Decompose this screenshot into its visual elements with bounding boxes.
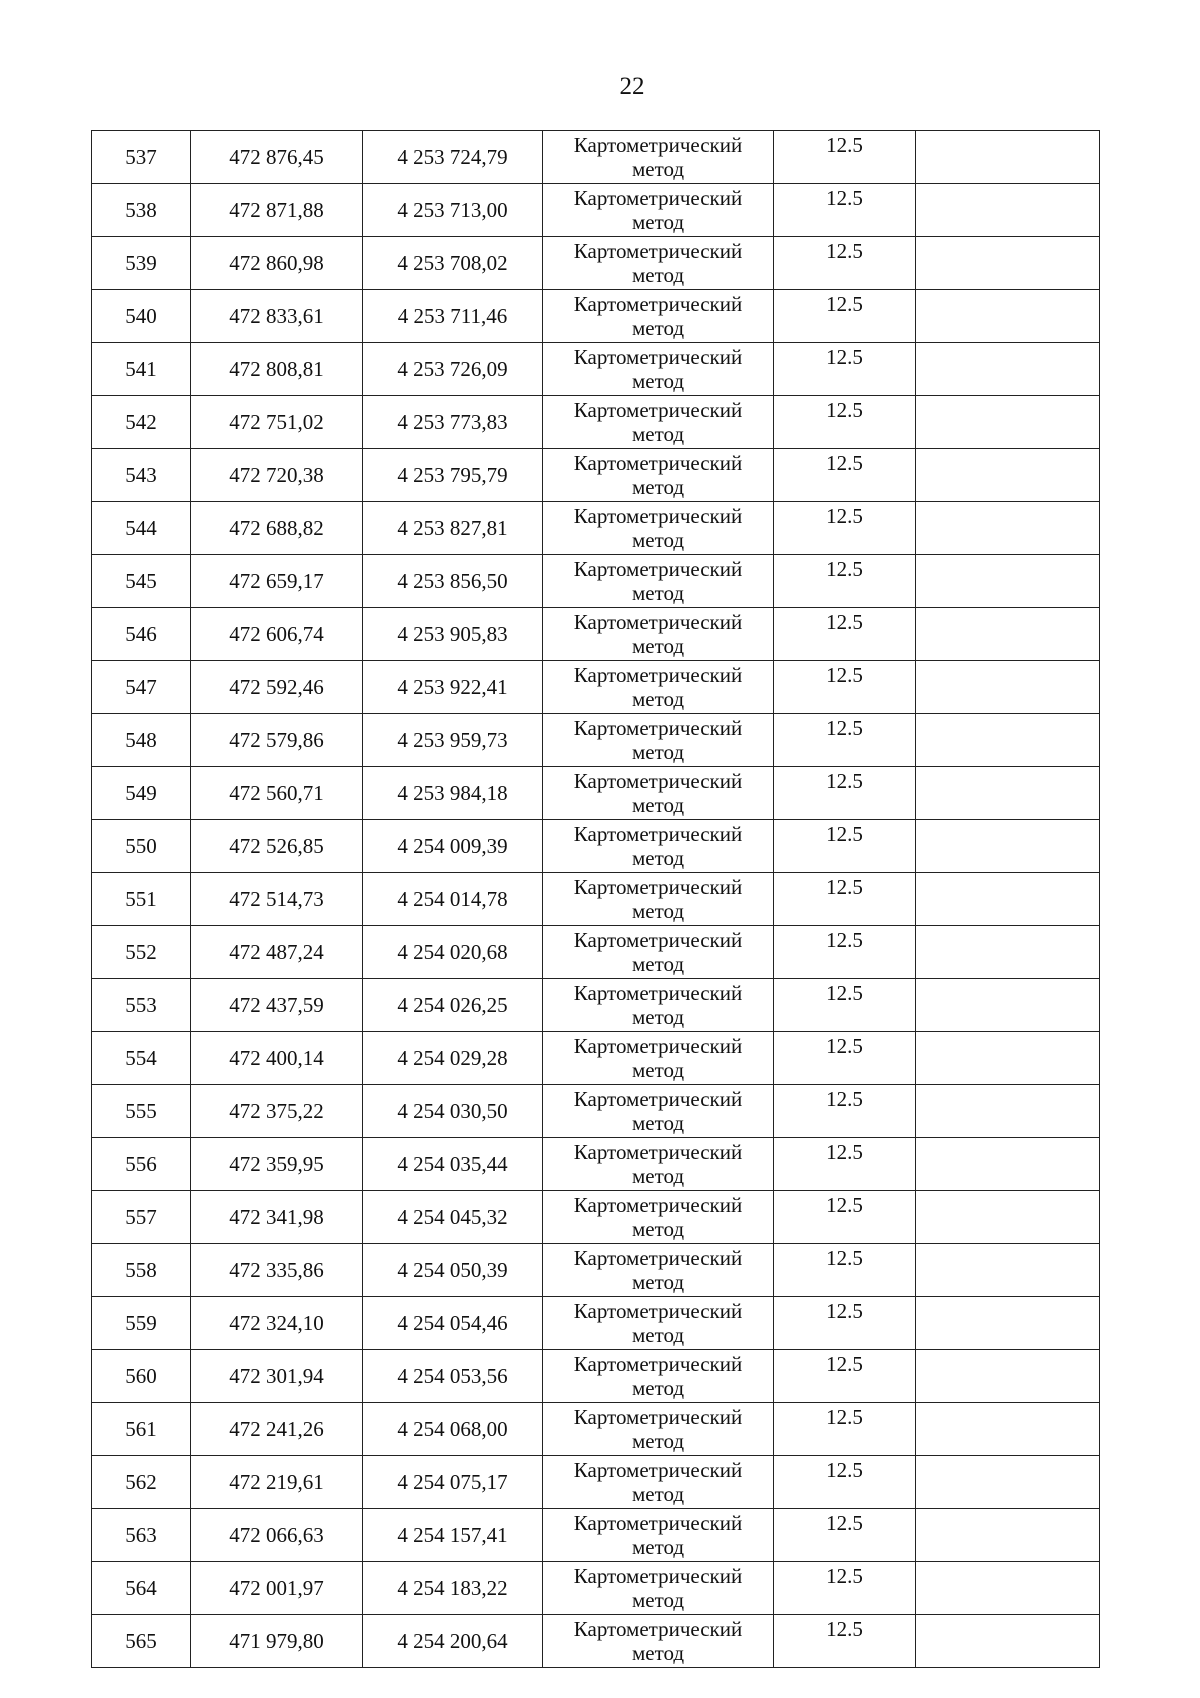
y-coordinate-cell: 4 253 713,00 (363, 184, 543, 237)
method-line-1: Картометрический (573, 292, 743, 316)
y-coordinate-cell: 4 253 773,83 (363, 396, 543, 449)
extra-cell (916, 290, 1100, 343)
method-line-1: Картометрический (573, 875, 743, 899)
extra-cell (916, 1138, 1100, 1191)
point-number-cell: 559 (92, 1297, 191, 1350)
y-coordinate-cell: 4 253 856,50 (363, 555, 543, 608)
method-cell (543, 237, 774, 290)
method-line-2: метод (631, 528, 685, 552)
table-row (92, 661, 1100, 714)
table-row (92, 1244, 1100, 1297)
table-row (92, 714, 1100, 767)
table-row (92, 237, 1100, 290)
x-coordinate-cell: 472 808,81 (191, 343, 363, 396)
extra-cell (916, 714, 1100, 767)
method-line-2: метод (631, 1058, 685, 1082)
accuracy-cell: 12.5 (774, 1350, 916, 1403)
accuracy-cell: 12.5 (774, 767, 916, 820)
method-line-1: Картометрический (573, 239, 743, 263)
point-number-cell: 563 (92, 1509, 191, 1562)
method-line-1: Картометрический (573, 133, 743, 157)
method-cell (543, 767, 774, 820)
y-coordinate-cell: 4 253 959,73 (363, 714, 543, 767)
point-number-cell: 562 (92, 1456, 191, 1509)
method-line-2: метод (631, 210, 685, 234)
extra-cell (916, 1244, 1100, 1297)
method-line-1: Картометрический (573, 1034, 743, 1058)
method-line-1: Картометрический (573, 398, 743, 422)
point-number-cell: 561 (92, 1403, 191, 1456)
accuracy-cell: 12.5 (774, 555, 916, 608)
method-line-1: Картометрический (573, 663, 743, 687)
method-line-1: Картометрический (573, 557, 743, 581)
y-coordinate-cell: 4 253 708,02 (363, 237, 543, 290)
method-line-2: метод (631, 740, 685, 764)
x-coordinate-cell: 472 860,98 (191, 237, 363, 290)
point-number-cell: 544 (92, 502, 191, 555)
accuracy-cell: 12.5 (774, 873, 916, 926)
page-number: 22 (619, 73, 645, 100)
accuracy-cell: 12.5 (774, 979, 916, 1032)
method-line-2: метод (631, 1005, 685, 1029)
x-coordinate-cell: 472 606,74 (191, 608, 363, 661)
table-row (92, 1509, 1100, 1562)
method-line-2: метод (631, 581, 685, 605)
y-coordinate-cell: 4 254 183,22 (363, 1562, 543, 1615)
accuracy-cell: 12.5 (774, 1191, 916, 1244)
accuracy-cell: 12.5 (774, 237, 916, 290)
accuracy-cell: 12.5 (774, 502, 916, 555)
accuracy-cell: 12.5 (774, 1244, 916, 1297)
method-line-1: Картометрический (573, 1299, 743, 1323)
table-row (92, 1138, 1100, 1191)
accuracy-cell: 12.5 (774, 131, 916, 184)
y-coordinate-cell: 4 254 050,39 (363, 1244, 543, 1297)
x-coordinate-cell: 472 833,61 (191, 290, 363, 343)
method-line-1: Картометрический (573, 769, 743, 793)
x-coordinate-cell: 472 526,85 (191, 820, 363, 873)
extra-cell (916, 502, 1100, 555)
y-coordinate-cell: 4 253 726,09 (363, 343, 543, 396)
coordinates-table-body (92, 131, 1100, 1668)
extra-cell (916, 449, 1100, 502)
accuracy-cell: 12.5 (774, 1509, 916, 1562)
method-line-1: Картометрический (573, 1617, 743, 1641)
extra-cell (916, 979, 1100, 1032)
method-line-2: метод (631, 1111, 685, 1135)
y-coordinate-cell: 4 253 922,41 (363, 661, 543, 714)
y-coordinate-cell: 4 253 827,81 (363, 502, 543, 555)
method-cell (543, 555, 774, 608)
table-row (92, 1403, 1100, 1456)
method-line-1: Картометрический (573, 1458, 743, 1482)
method-cell (543, 608, 774, 661)
extra-cell (916, 131, 1100, 184)
method-line-2: метод (631, 1164, 685, 1188)
accuracy-cell: 12.5 (774, 1615, 916, 1668)
extra-cell (916, 661, 1100, 714)
accuracy-cell: 12.5 (774, 661, 916, 714)
point-number-cell: 540 (92, 290, 191, 343)
y-coordinate-cell: 4 254 068,00 (363, 1403, 543, 1456)
y-coordinate-cell: 4 253 711,46 (363, 290, 543, 343)
extra-cell (916, 1456, 1100, 1509)
method-line-2: метод (631, 316, 685, 340)
method-line-2: метод (631, 422, 685, 446)
method-cell (543, 1350, 774, 1403)
x-coordinate-cell: 472 720,38 (191, 449, 363, 502)
point-number-cell: 548 (92, 714, 191, 767)
extra-cell (916, 184, 1100, 237)
table-row (92, 1191, 1100, 1244)
method-cell (543, 1138, 774, 1191)
table-row (92, 1456, 1100, 1509)
table-row (92, 767, 1100, 820)
method-cell (543, 1244, 774, 1297)
accuracy-cell: 12.5 (774, 1138, 916, 1191)
x-coordinate-cell: 471 979,80 (191, 1615, 363, 1668)
table-row (92, 1350, 1100, 1403)
x-coordinate-cell: 472 688,82 (191, 502, 363, 555)
extra-cell (916, 1085, 1100, 1138)
x-coordinate-cell: 472 066,63 (191, 1509, 363, 1562)
method-cell (543, 343, 774, 396)
table-row (92, 873, 1100, 926)
y-coordinate-cell: 4 254 035,44 (363, 1138, 543, 1191)
method-line-1: Картометрический (573, 716, 743, 740)
method-line-1: Картометрический (573, 451, 743, 475)
x-coordinate-cell: 472 871,88 (191, 184, 363, 237)
point-number-cell: 557 (92, 1191, 191, 1244)
extra-cell (916, 1509, 1100, 1562)
method-cell (543, 1456, 774, 1509)
method-cell (543, 1191, 774, 1244)
extra-cell (916, 1562, 1100, 1615)
extra-cell (916, 1403, 1100, 1456)
y-coordinate-cell: 4 254 075,17 (363, 1456, 543, 1509)
method-line-1: Картометрический (573, 822, 743, 846)
method-line-2: метод (631, 263, 685, 287)
method-line-2: метод (631, 1429, 685, 1453)
table-row (92, 926, 1100, 979)
y-coordinate-cell: 4 254 157,41 (363, 1509, 543, 1562)
y-coordinate-cell: 4 254 029,28 (363, 1032, 543, 1085)
y-coordinate-cell: 4 253 905,83 (363, 608, 543, 661)
method-line-2: метод (631, 1376, 685, 1400)
method-cell (543, 131, 774, 184)
table-row (92, 1615, 1100, 1668)
x-coordinate-cell: 472 400,14 (191, 1032, 363, 1085)
method-line-1: Картометрический (573, 1352, 743, 1376)
accuracy-cell: 12.5 (774, 343, 916, 396)
x-coordinate-cell: 472 560,71 (191, 767, 363, 820)
coordinates-table (91, 130, 1100, 1668)
method-cell (543, 1403, 774, 1456)
x-coordinate-cell: 472 219,61 (191, 1456, 363, 1509)
method-line-1: Картометрический (573, 1193, 743, 1217)
accuracy-cell: 12.5 (774, 820, 916, 873)
method-cell (543, 1085, 774, 1138)
extra-cell (916, 1615, 1100, 1668)
point-number-cell: 550 (92, 820, 191, 873)
table-row (92, 502, 1100, 555)
x-coordinate-cell: 472 001,97 (191, 1562, 363, 1615)
method-line-2: метод (631, 634, 685, 658)
point-number-cell: 541 (92, 343, 191, 396)
table-row (92, 608, 1100, 661)
method-line-1: Картометрический (573, 504, 743, 528)
point-number-cell: 546 (92, 608, 191, 661)
method-cell (543, 449, 774, 502)
method-line-1: Картометрический (573, 345, 743, 369)
table-row (92, 131, 1100, 184)
method-line-1: Картометрический (573, 1087, 743, 1111)
method-line-1: Картометрический (573, 1564, 743, 1588)
method-cell (543, 1297, 774, 1350)
point-number-cell: 554 (92, 1032, 191, 1085)
table-row (92, 343, 1100, 396)
point-number-cell: 552 (92, 926, 191, 979)
accuracy-cell: 12.5 (774, 1562, 916, 1615)
method-cell (543, 873, 774, 926)
point-number-cell: 538 (92, 184, 191, 237)
point-number-cell: 560 (92, 1350, 191, 1403)
x-coordinate-cell: 472 592,46 (191, 661, 363, 714)
table-row (92, 1297, 1100, 1350)
method-line-2: метод (631, 1323, 685, 1347)
y-coordinate-cell: 4 254 053,56 (363, 1350, 543, 1403)
method-cell (543, 661, 774, 714)
accuracy-cell: 12.5 (774, 396, 916, 449)
point-number-cell: 549 (92, 767, 191, 820)
method-cell (543, 290, 774, 343)
y-coordinate-cell: 4 253 724,79 (363, 131, 543, 184)
x-coordinate-cell: 472 514,73 (191, 873, 363, 926)
method-line-2: метод (631, 899, 685, 923)
method-cell (543, 820, 774, 873)
extra-cell (916, 1297, 1100, 1350)
method-cell (543, 502, 774, 555)
method-line-2: метод (631, 687, 685, 711)
x-coordinate-cell: 472 579,86 (191, 714, 363, 767)
accuracy-cell: 12.5 (774, 290, 916, 343)
extra-cell (916, 555, 1100, 608)
method-cell (543, 1562, 774, 1615)
y-coordinate-cell: 4 253 795,79 (363, 449, 543, 502)
accuracy-cell: 12.5 (774, 1297, 916, 1350)
extra-cell (916, 237, 1100, 290)
accuracy-cell: 12.5 (774, 714, 916, 767)
method-line-1: Картометрический (573, 1405, 743, 1429)
method-cell (543, 396, 774, 449)
x-coordinate-cell: 472 876,45 (191, 131, 363, 184)
extra-cell (916, 873, 1100, 926)
table-row (92, 1085, 1100, 1138)
method-line-2: метод (631, 1641, 685, 1665)
point-number-cell: 553 (92, 979, 191, 1032)
accuracy-cell: 12.5 (774, 184, 916, 237)
accuracy-cell: 12.5 (774, 449, 916, 502)
method-line-1: Картометрический (573, 1511, 743, 1535)
x-coordinate-cell: 472 487,24 (191, 926, 363, 979)
method-cell (543, 714, 774, 767)
x-coordinate-cell: 472 335,86 (191, 1244, 363, 1297)
method-line-2: метод (631, 952, 685, 976)
y-coordinate-cell: 4 254 014,78 (363, 873, 543, 926)
y-coordinate-cell: 4 254 054,46 (363, 1297, 543, 1350)
extra-cell (916, 767, 1100, 820)
method-line-2: метод (631, 1217, 685, 1241)
y-coordinate-cell: 4 254 026,25 (363, 979, 543, 1032)
y-coordinate-cell: 4 254 020,68 (363, 926, 543, 979)
table-row (92, 555, 1100, 608)
extra-cell (916, 926, 1100, 979)
method-line-2: метод (631, 846, 685, 870)
table-row (92, 979, 1100, 1032)
y-coordinate-cell: 4 254 009,39 (363, 820, 543, 873)
extra-cell (916, 1350, 1100, 1403)
method-line-2: метод (631, 369, 685, 393)
method-line-1: Картометрический (573, 610, 743, 634)
extra-cell (916, 608, 1100, 661)
accuracy-cell: 12.5 (774, 1032, 916, 1085)
accuracy-cell: 12.5 (774, 1403, 916, 1456)
extra-cell (916, 1191, 1100, 1244)
accuracy-cell: 12.5 (774, 1085, 916, 1138)
point-number-cell: 556 (92, 1138, 191, 1191)
accuracy-cell: 12.5 (774, 926, 916, 979)
y-coordinate-cell: 4 253 984,18 (363, 767, 543, 820)
extra-cell (916, 396, 1100, 449)
y-coordinate-cell: 4 254 030,50 (363, 1085, 543, 1138)
method-line-1: Картометрический (573, 1246, 743, 1270)
accuracy-cell: 12.5 (774, 1456, 916, 1509)
method-line-2: метод (631, 793, 685, 817)
table-row (92, 449, 1100, 502)
method-cell (543, 1032, 774, 1085)
accuracy-cell: 12.5 (774, 608, 916, 661)
x-coordinate-cell: 472 341,98 (191, 1191, 363, 1244)
point-number-cell: 565 (92, 1615, 191, 1668)
table-row (92, 396, 1100, 449)
point-number-cell: 543 (92, 449, 191, 502)
x-coordinate-cell: 472 437,59 (191, 979, 363, 1032)
method-line-2: метод (631, 1482, 685, 1506)
table-row (92, 184, 1100, 237)
method-line-2: метод (631, 1535, 685, 1559)
x-coordinate-cell: 472 241,26 (191, 1403, 363, 1456)
method-line-2: метод (631, 157, 685, 181)
point-number-cell: 558 (92, 1244, 191, 1297)
point-number-cell: 539 (92, 237, 191, 290)
method-line-1: Картометрический (573, 1140, 743, 1164)
x-coordinate-cell: 472 375,22 (191, 1085, 363, 1138)
x-coordinate-cell: 472 359,95 (191, 1138, 363, 1191)
method-cell (543, 979, 774, 1032)
table-row (92, 820, 1100, 873)
point-number-cell: 555 (92, 1085, 191, 1138)
method-cell (543, 1509, 774, 1562)
method-cell (543, 1615, 774, 1668)
x-coordinate-cell: 472 324,10 (191, 1297, 363, 1350)
table-row (92, 1562, 1100, 1615)
extra-cell (916, 1032, 1100, 1085)
point-number-cell: 542 (92, 396, 191, 449)
y-coordinate-cell: 4 254 045,32 (363, 1191, 543, 1244)
extra-cell (916, 820, 1100, 873)
point-number-cell: 545 (92, 555, 191, 608)
y-coordinate-cell: 4 254 200,64 (363, 1615, 543, 1668)
point-number-cell: 537 (92, 131, 191, 184)
method-line-2: метод (631, 475, 685, 499)
table-row (92, 290, 1100, 343)
point-number-cell: 547 (92, 661, 191, 714)
method-cell (543, 926, 774, 979)
method-line-1: Картометрический (573, 928, 743, 952)
method-line-1: Картометрический (573, 981, 743, 1005)
x-coordinate-cell: 472 751,02 (191, 396, 363, 449)
method-line-1: Картометрический (573, 186, 743, 210)
method-line-2: метод (631, 1588, 685, 1612)
point-number-cell: 564 (92, 1562, 191, 1615)
method-cell (543, 184, 774, 237)
x-coordinate-cell: 472 659,17 (191, 555, 363, 608)
extra-cell (916, 343, 1100, 396)
method-line-2: метод (631, 1270, 685, 1294)
point-number-cell: 551 (92, 873, 191, 926)
x-coordinate-cell: 472 301,94 (191, 1350, 363, 1403)
table-row (92, 1032, 1100, 1085)
